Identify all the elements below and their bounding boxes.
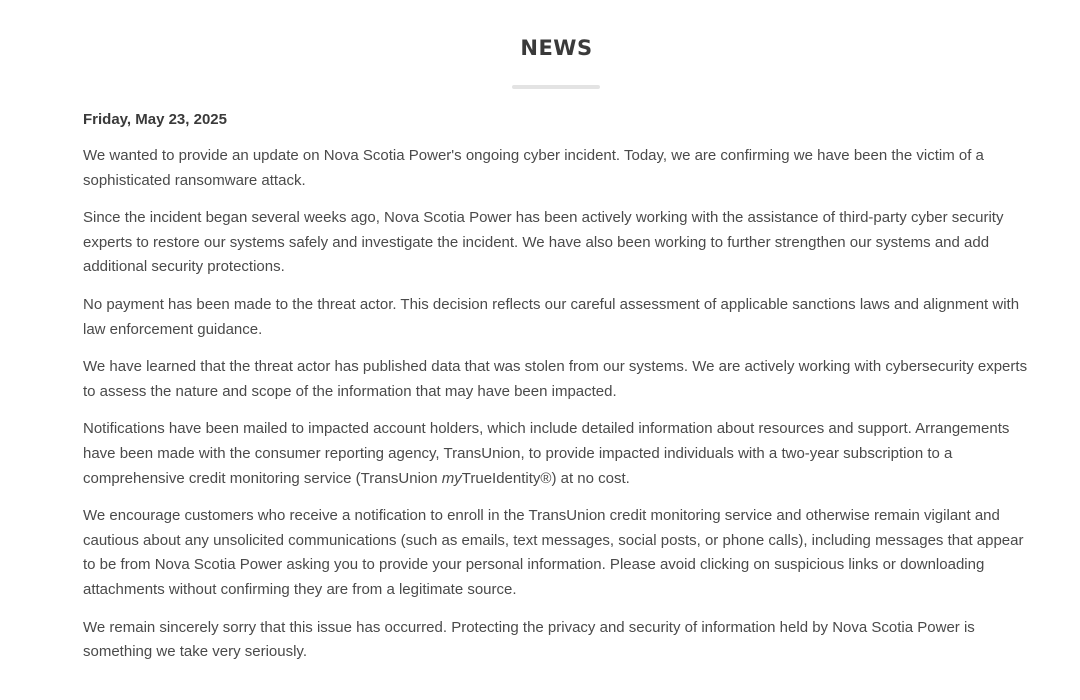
- article-paragraph: We encourage customers who receive a notification to enroll in the TransUnion credit monitoring service and otherwise remain vigilant and cautious about any unsolicited communications (such as emails, text messages, social posts, or phone calls), including messages that appear to be from Nova Scotia Power asking you to provide your personal information. Please avoid clicking on suspicious links or downloading attachments without confirming they are from a legitimate source.: [83, 507, 1024, 598]
- article-paragraph: We have learned that the threat actor has published data that was stolen from our systems. We are actively working with cybersecurity experts to assess the nature and scope of the information that may have been impacted.: [83, 358, 1028, 400]
- article-paragraph: We wanted to provide an update on Nova Scotia Power's ongoing cyber incident. Today, we are confirming we have been the victim of a sophisticated ransomware attack.: [83, 147, 984, 189]
- news-article: [83, 108, 1038, 678]
- notification-text-after: TrueIdentity®) at no cost.: [461, 469, 630, 487]
- article-paragraph-notification: [83, 417, 1038, 491]
- notification-text-italic: my: [441, 469, 462, 487]
- notification-text-before: Notifications have been mailed to impacted account holders, which include detailed information about resources and support. Arrangements have been made with the consumer reporting agency, TransUnion, to provide impacted individuals with a two-year subscription to a comprehensive credit monitoring service (TransUnion: [83, 420, 1010, 487]
- article-paragraph: No payment has been made to the threat actor. This decision reflects our careful assessment of applicable sanctions laws and alignment with law enforcement guidance.: [83, 295, 1020, 338]
- article-paragraph: We remain sincerely sorry that this issue has occurred. Protecting the privacy and security of information held by Nova Scotia Power is something we take very seriously.: [83, 618, 975, 661]
- title-divider: [512, 85, 600, 89]
- article-paragraph: Since the incident began several weeks ago, Nova Scotia Power has been actively working with the assistance of third-party cyber security experts to restore our systems safely and investigate the incident. We have also been working to further strengthen our systems and add additional security protections.: [83, 209, 1004, 276]
- page-title: NEWS: [520, 36, 593, 60]
- article-date: Friday, May 23, 2025: [83, 111, 227, 128]
